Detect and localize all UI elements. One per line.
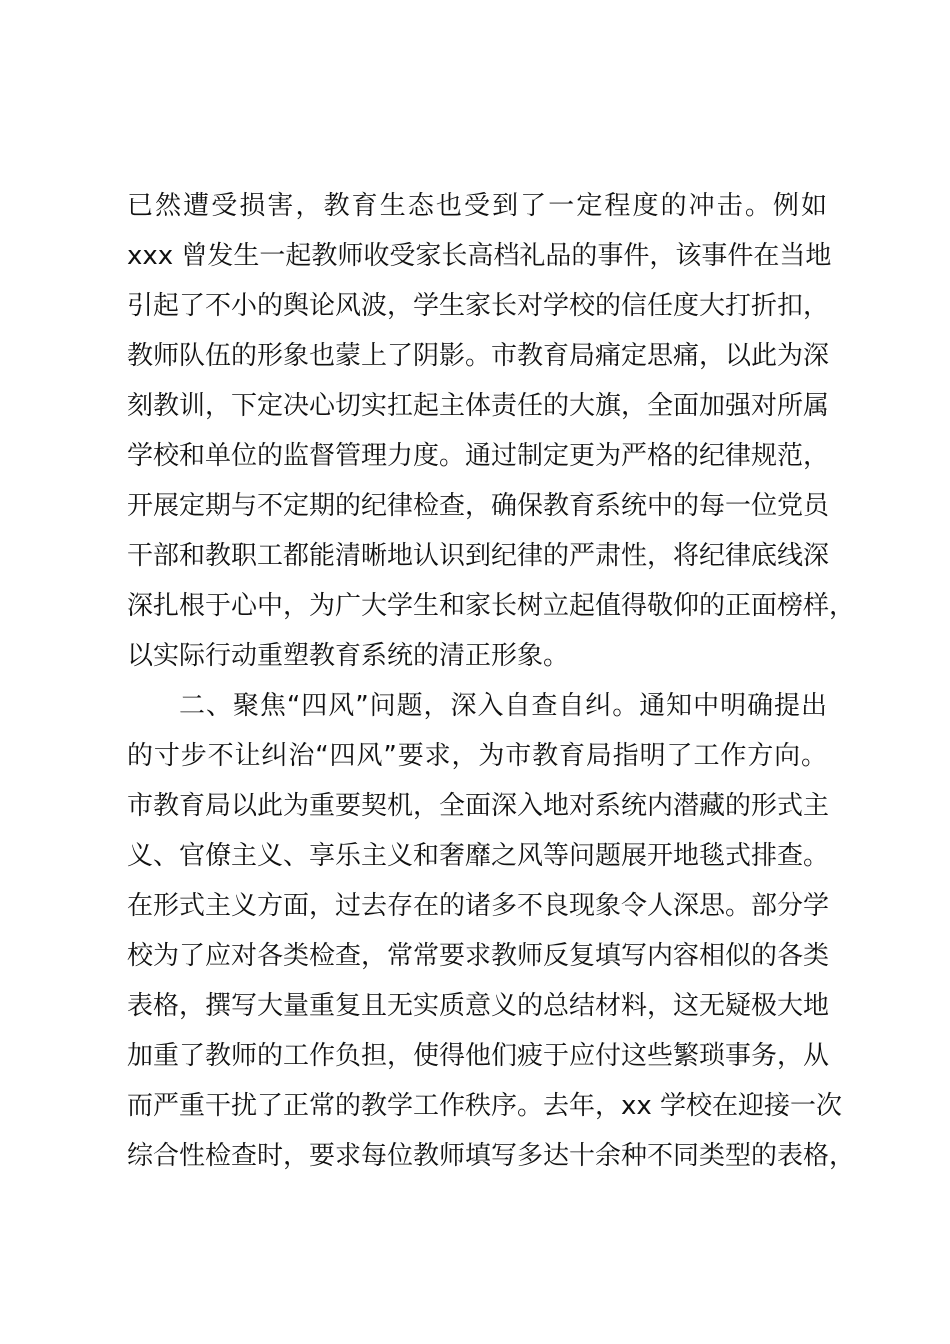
text-line: 加重了教师的工作负担，使得他们疲于应付这些繁琐事务，从: [127, 1041, 830, 1071]
text-line: 学校和单位的监督管理力度。通过制定更为严格的纪律规范，: [127, 441, 830, 471]
body-text: [127, 181, 856, 1181]
text-line: xxx 曾发生一起教师收受家长高档礼品的事件，该事件在当地: [127, 241, 832, 271]
text-line: 深扎根于心中，为广大学生和家长树立起值得敬仰的正面榜样，: [127, 591, 856, 621]
text-line: 市教育局以此为重要契机，全面深入地对系统内潜藏的形式主: [127, 791, 830, 821]
text-line: 以实际行动重塑教育系统的清正形象。: [127, 641, 570, 671]
text-line: 干部和教职工都能清晰地认识到纪律的严肃性，将纪律底线深: [127, 541, 830, 571]
text-line: 已然遭受损害，教育生态也受到了一定程度的冲击。例如: [127, 191, 827, 221]
text-line: 综合性检查时，要求每位教师填写多达十余种不同类型的表格，: [127, 1141, 856, 1171]
text-line: 而严重干扰了正常的教学工作秩序。去年，xx 学校在迎接一次: [127, 1091, 843, 1121]
text-line: 校为了应对各类检查，常常要求教师反复填写内容相似的各类: [127, 941, 830, 971]
text-line: 教师队伍的形象也蒙上了阴影。市教育局痛定思痛，以此为深: [127, 341, 830, 371]
text-line: 引起了不小的舆论风波，学生家长对学校的信任度大打折扣，: [127, 291, 830, 321]
text-line: 义、官僚主义、享乐主义和奢靡之风等问题展开地毯式排查。: [127, 841, 830, 871]
text-line: 在形式主义方面，过去存在的诸多不良现象令人深思。部分学: [127, 891, 830, 921]
text-line: 刻教训，下定决心切实扛起主体责任的大旗，全面加强对所属: [127, 391, 830, 421]
text-line: 表格，撰写大量重复且无实质意义的总结材料，这无疑极大地: [127, 991, 830, 1021]
text-line: 的寸步不让纠治“四风”要求，为市教育局指明了工作方向。: [127, 741, 827, 771]
section-heading-line: 二、聚焦“四风”问题，深入自查自纠。通知中明确提出: [179, 691, 827, 721]
text-line: 开展定期与不定期的纪律检查，确保教育系统中的每一位党员: [127, 491, 830, 521]
